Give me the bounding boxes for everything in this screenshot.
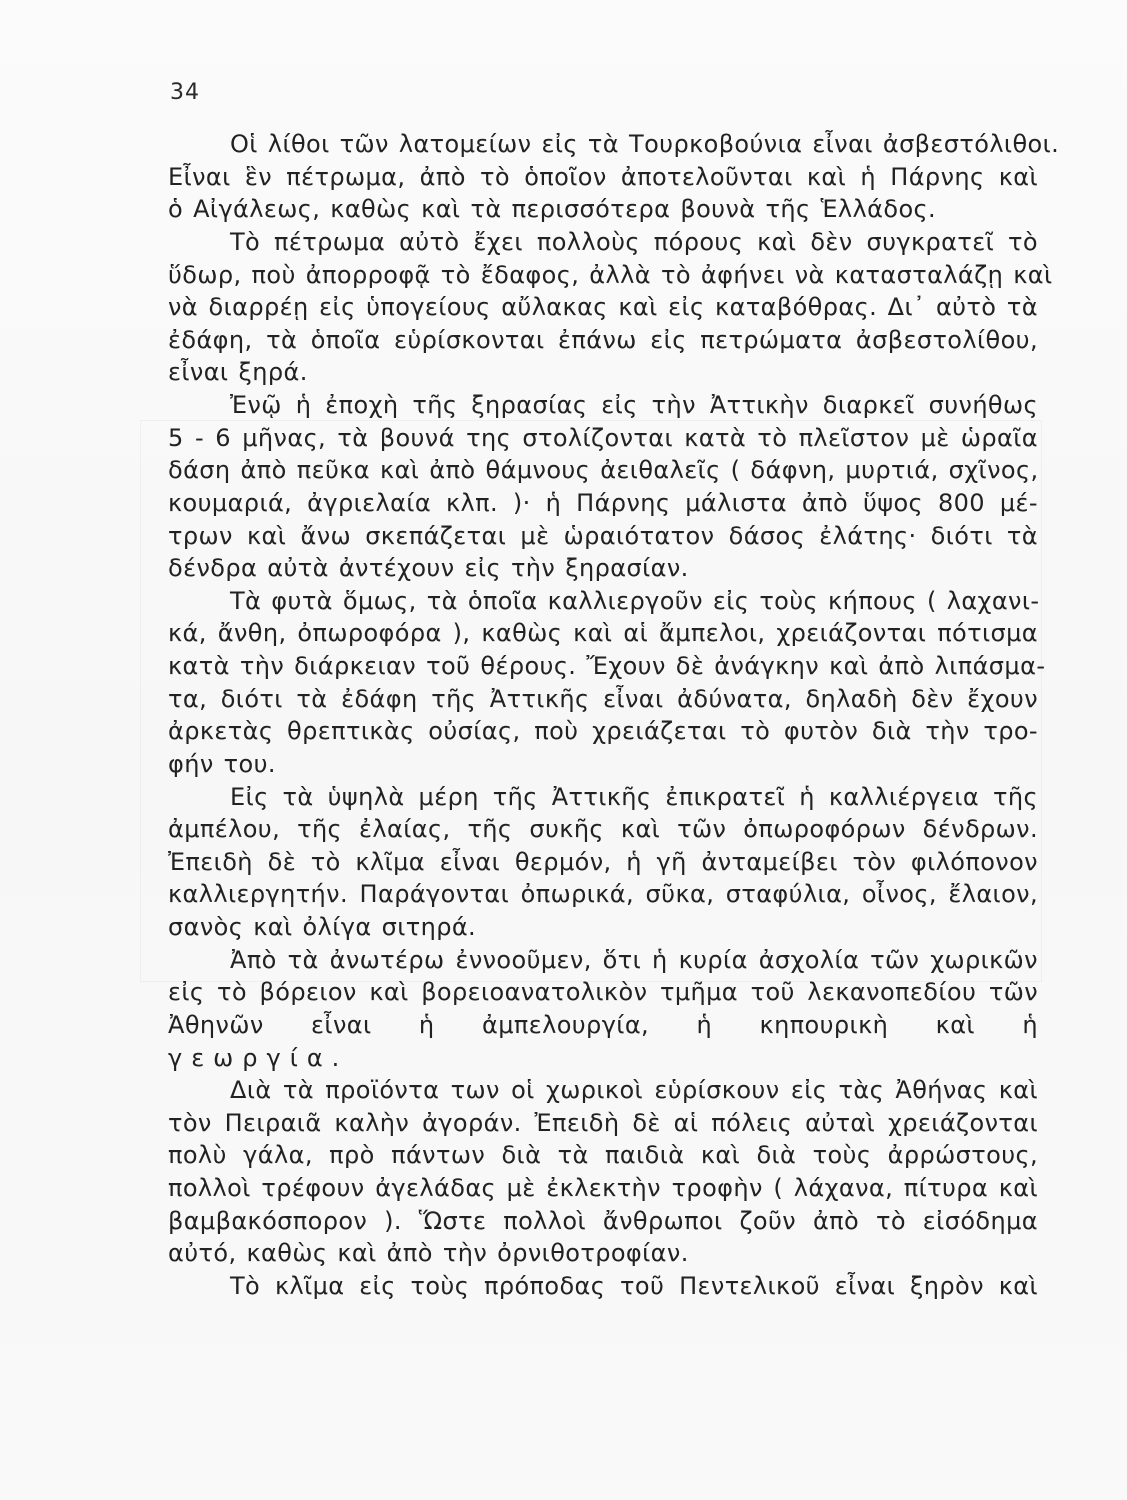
text-line: Εἰς τὰ ὑψηλὰ μέρη τῆς Ἀττικῆς ἐπικρατεῖ ἡ καλλιέργεια τῆς bbox=[230, 782, 1038, 811]
text-line: Ἀπὸ τὰ ἀνωτέρω ἐννοοῦμεν, ὅτι ἡ κυρία ἀσχολία τῶν χωρικῶν bbox=[230, 945, 1038, 974]
text-line: ἀμπέλου, τῆς ἐλαίας, τῆς συκῆς καὶ τῶν ὀπωροφόρων δένδρων. bbox=[168, 815, 1038, 844]
text-line: Τὰ φυτὰ ὅμως, τὰ ὁποῖα καλλιεργοῦν εἰς τοὺς κήπους ( λαχανι- bbox=[230, 586, 1040, 615]
text-line: σανὸς καὶ ὀλίγα σιτηρά. bbox=[168, 913, 477, 941]
page-number: 34 bbox=[170, 80, 200, 105]
text-line: Διὰ τὰ προϊόντα των οἱ χωρικοὶ εὑρίσκουν εἰς τὰς Ἀθήνας καὶ bbox=[230, 1076, 1038, 1105]
text-line: ὕδωρ, ποὺ ἀπορροφᾷ τὸ ἔδαφος, ἀλλὰ τὸ ἀφήνει νὰ κατασταλάζῃ καὶ bbox=[168, 260, 1053, 289]
text-line: Οἱ λίθοι τῶν λατομείων εἰς τὰ Τουρκοβούνια εἶναι ἀσβεστόλιθοι. bbox=[230, 130, 1060, 158]
text-line: Ἐνῷ ἡ ἐποχὴ τῆς ξηρασίας εἰς τὴν Ἀττικὴν διαρκεῖ συνήθως bbox=[230, 391, 1038, 419]
text-line: ἀρκετὰς θρεπτικὰς οὐσίας, ποὺ χρειάζεται τὸ φυτὸν διὰ τὴν τρο- bbox=[168, 717, 1038, 746]
text-line: Τὸ κλῖμα εἰς τοὺς πρόποδας τοῦ Πεντελικοῦ εἶναι ξηρὸν καὶ bbox=[230, 1271, 1038, 1300]
text-line: δάση ἀπὸ πεῦκα καὶ ἀπὸ θάμνους ἀειθαλεῖς ( δάφνη, μυρτιά, σχῖνος, bbox=[168, 456, 1039, 485]
text-line: τα, διότι τὰ ἐδάφη τῆς Ἀττικῆς εἶναι ἀδύνατα, δηλαδὴ δὲν ἔχουν bbox=[168, 684, 1038, 713]
text-line: κατὰ τὴν διάρκειαν τοῦ θέρους. Ἔχουν δὲ ἀνάγκην καὶ ἀπὸ λιπάσμα- bbox=[168, 652, 1046, 680]
text-line: γεωργία. bbox=[168, 1043, 349, 1072]
text-line: κουμαριά, ἀγριελαία κλπ. )· ἡ Πάρνης μάλιστα ἀπὸ ὕψος 800 μέ- bbox=[168, 488, 1038, 517]
text-line: ὁ Αἰγάλεως, καθὼς καὶ τὰ περισσότερα βουνὰ τῆς Ἑλλάδος. bbox=[168, 195, 937, 224]
text-line: βαμβακόσπορον ). Ὥστε πολλοὶ ἄνθρωποι ζοῦν ἀπὸ τὸ εἰσόδημα bbox=[168, 1206, 1038, 1235]
text-line: καλλιεργητήν. Παράγονται ὀπωρικά, σῦκα, σταφύλια, οἶνος, ἔλαιον, bbox=[168, 880, 1038, 909]
text-line: εἶναι ξηρά. bbox=[168, 358, 308, 387]
text-line: Τὸ πέτρωμα αὐτὸ ἔχει πολλοὺς πόρους καὶ δὲν συγκρατεῖ τὸ bbox=[230, 227, 1038, 256]
body-text bbox=[168, 128, 1060, 1303]
text-line: φήν του. bbox=[168, 749, 276, 778]
text-line: 5 - 6 μῆνας, τὰ βουνά της στολίζονται κατὰ τὸ πλεῖστον μὲ ὡραῖα bbox=[168, 423, 1038, 452]
text-line: νὰ διαρρέῃ εἰς ὑπογείους αὔλακας καὶ εἰς καταβόθρας. Δι᾿ αὐτὸ τὰ bbox=[168, 293, 1038, 322]
text-line: Ἀθηνῶν εἶναι ἡ ἀμπελουργία, ἡ κηπουρικὴ καὶ ἡ bbox=[168, 1010, 1038, 1039]
text-line: δένδρα αὐτὰ ἀντέχουν εἰς τὴν ξηρασίαν. bbox=[168, 554, 689, 583]
text-line: Ἐπειδὴ δὲ τὸ κλῖμα εἶναι θερμόν, ἡ γῆ ἀνταμείβει τὸν φιλόπονον bbox=[168, 847, 1038, 876]
text-line: τρων καὶ ἄνω σκεπάζεται μὲ ὡραιότατον δάσος ἐλάτης· διότι τὰ bbox=[168, 521, 1038, 550]
text-line: αὐτό, καθὼς καὶ ἀπὸ τὴν ὀρνιθοτροφίαν. bbox=[168, 1239, 689, 1268]
text-line: ἐδάφη, τὰ ὁποῖα εὑρίσκονται ἐπάνω εἰς πετρώματα ἀσβεστολίθου, bbox=[168, 325, 1038, 354]
text-line: πολὺ γάλα, πρὸ πάντων διὰ τὰ παιδιὰ καὶ διὰ τοὺς ἀρρώστους, bbox=[168, 1141, 1038, 1170]
text-line: εἰς τὸ βόρειον καὶ βορειοανατολικὸν τμῆμα τοῦ λεκανοπεδίου τῶν bbox=[168, 978, 1038, 1007]
text-line: κά, ἄνθη, ὀπωροφόρα ), καθὼς καὶ αἱ ἄμπελοι, χρειάζονται πότισμα bbox=[168, 619, 1038, 648]
text-line: Εἶναι ἓν πέτρωμα, ἀπὸ τὸ ὁποῖον ἀποτελοῦνται καὶ ἡ Πάρνης καὶ bbox=[168, 162, 1038, 191]
text-line: τὸν Πειραιᾶ καλὴν ἀγοράν. Ἐπειδὴ δὲ αἱ πόλεις αὐταὶ χρειάζονται bbox=[168, 1108, 1038, 1137]
text-line: πολλοὶ τρέφουν ἀγελάδας μὲ ἐκλεκτὴν τροφὴν ( λάχανα, πίτυρα καὶ bbox=[168, 1174, 1038, 1202]
